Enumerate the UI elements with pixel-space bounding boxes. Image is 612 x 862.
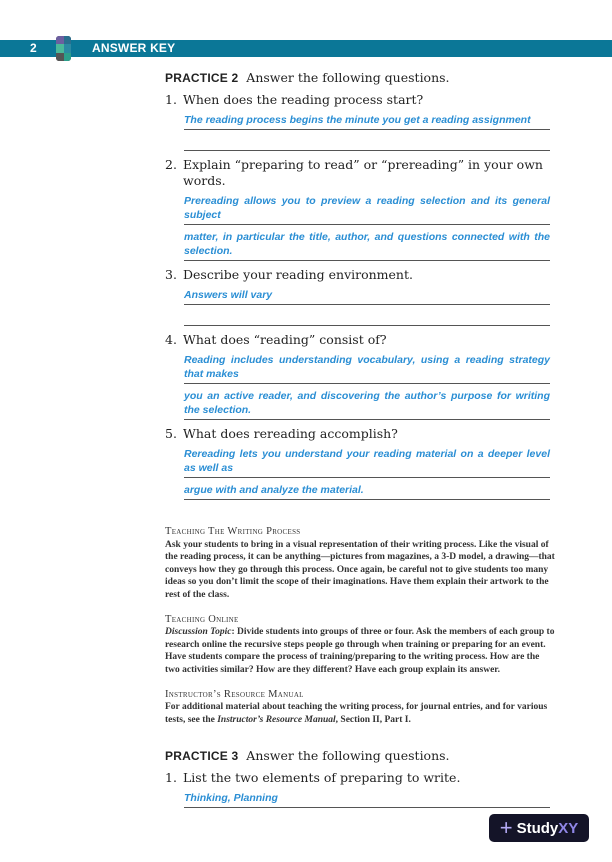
practice-instruction: Answer the following questions. (246, 748, 450, 764)
teaching-online (165, 614, 555, 677)
answer-line: argue with and analyze the material. (184, 478, 550, 500)
question-text: Describe your reading environment. (183, 267, 413, 282)
manual-title: Instructor’s Resource Manual (217, 714, 336, 725)
answer-line: you an active reader, and discovering the author’s purpose for writing the selection. (184, 384, 550, 420)
instructors-resource-manual (165, 689, 555, 727)
discussion-topic-label: Discussion Topic (165, 627, 232, 638)
practice-instruction: Answer the following questions. (246, 70, 450, 85)
section-body (165, 626, 555, 676)
header-title: ANSWER KEY (92, 41, 176, 55)
question-2 (165, 157, 555, 189)
question-5 (165, 426, 555, 442)
watermark-text-b: XY (558, 819, 579, 837)
question-text: List the two elements of preparing to write. (183, 770, 461, 786)
practice-label: PRACTICE 3 (165, 749, 239, 764)
answer-line: The reading process begins the minute you get a reading assignment (184, 108, 550, 130)
section-heading: Instructor’s Resource Manual (165, 688, 304, 700)
answer-line: Thinking, Planning (184, 786, 550, 808)
section-heading: Teaching Online (165, 613, 239, 625)
teaching-writing-process (165, 526, 555, 602)
watermark-text-a: Study (516, 819, 559, 837)
section-text: : Divide students into groups of three or four. Ask the members of each group to research online the recursive steps people go through when training or preparing for an event. Have students compare the process of training/preparing to the writing process. How are the two activities similar? How are they different? Have each group explain its answer. (165, 627, 555, 675)
question-text: What does “reading” consist of? (183, 332, 387, 347)
watermark-text (517, 820, 579, 837)
question-number: 5. (165, 426, 177, 441)
answer-line: Prereading allows you to preview a reading selection and its general subject (184, 189, 550, 225)
question-text: Explain “preparing to read” or “prereading” in your own words. (183, 157, 543, 188)
practice-3-heading (165, 748, 555, 764)
answer-rule (184, 305, 550, 326)
page-number: 2 (30, 41, 37, 55)
section-body (165, 701, 555, 726)
answer-rule (184, 130, 550, 151)
answer-line: Rereading lets you understand your reading material on a deeper level as well as (184, 442, 550, 478)
section-text: For additional material about teaching the writing process, for journal entries, and for various tests, see the (165, 702, 548, 725)
question-1 (165, 92, 555, 108)
question-number: 4. (165, 332, 177, 347)
question-number: 1. (165, 770, 177, 786)
question-4 (165, 332, 555, 348)
section-text: , Section II, Part I. (335, 714, 411, 725)
question-text: What does rereading accomplish? (183, 426, 398, 441)
answer-line: Reading includes understanding vocabulary, using a reading strategy that makes (184, 348, 550, 384)
practice-label: PRACTICE 2 (165, 71, 239, 85)
plus-icon: + (499, 815, 513, 841)
question-number: 2. (165, 157, 177, 172)
question-text: When does the reading process start? (183, 92, 424, 107)
question-number: 1. (165, 92, 177, 107)
answer-line: Answers will vary (184, 283, 550, 305)
answer-line: matter, in particular the title, author, and questions connected with the selection. (184, 225, 550, 261)
question-3 (165, 267, 555, 283)
section-body: Ask your students to bring in a visual representation of their writing process. Like the visual of the reading process, it can be anything—pictures from magazines, a 3-D model, a drawing—that conveys how they go through this process. Once again, be careful not to give students too many ideas so you don’t limit the scope of their imaginations. Have them explain their artwork to the rest of the class. (165, 539, 555, 600)
section-heading: Teaching The Writing Process (165, 526, 301, 537)
question-1 (165, 770, 555, 786)
studyxy-watermark (489, 814, 589, 842)
practice-2-heading (165, 70, 555, 86)
question-number: 3. (165, 267, 177, 282)
